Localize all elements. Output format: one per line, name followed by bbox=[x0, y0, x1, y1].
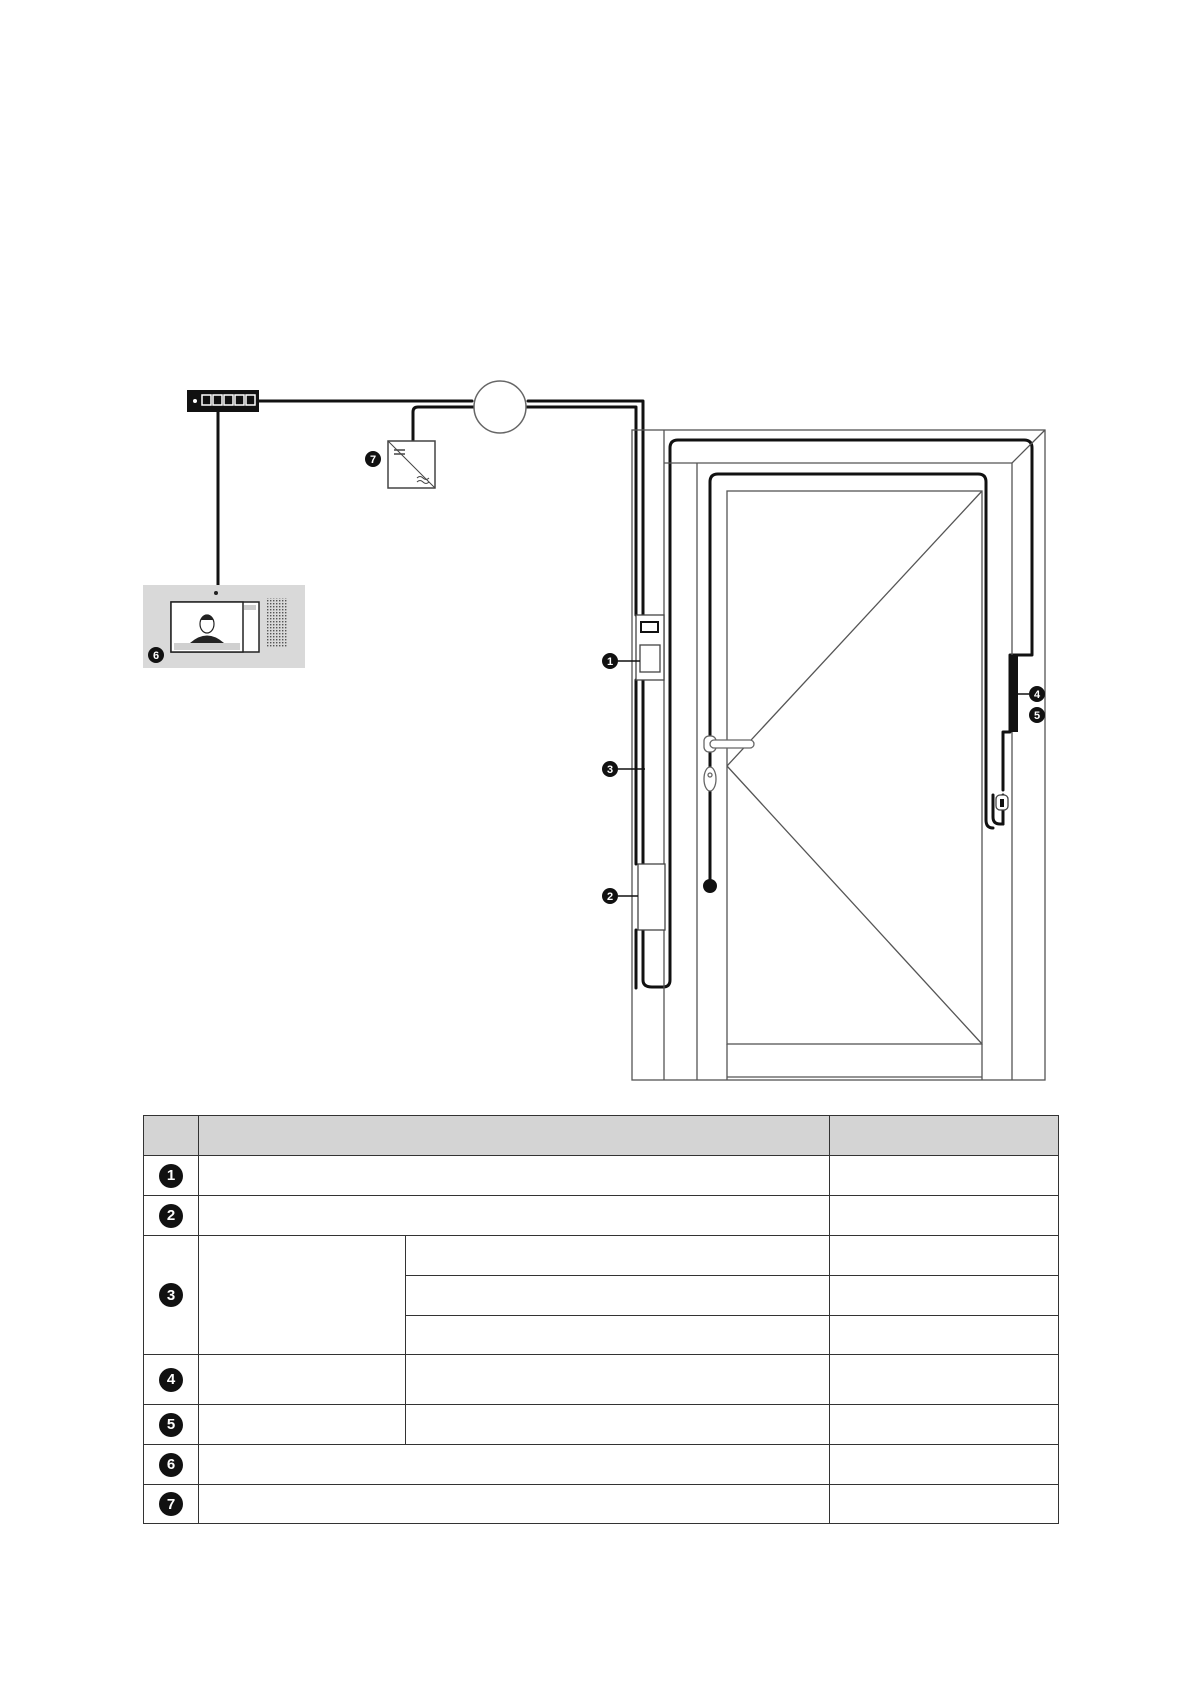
article-cell bbox=[830, 1445, 1059, 1485]
article-cell bbox=[830, 1236, 1059, 1276]
description-cell bbox=[199, 1485, 830, 1524]
magnet-contact-icon bbox=[1010, 655, 1018, 732]
legend-row-1 bbox=[144, 1156, 1059, 1196]
svg-text:3: 3 bbox=[606, 764, 614, 776]
indoor-station-icon bbox=[143, 585, 305, 668]
reader-module-icon bbox=[636, 615, 664, 680]
legend-row-4 bbox=[144, 1355, 1059, 1405]
legend-row-5 bbox=[144, 1405, 1059, 1445]
svg-text:4: 4 bbox=[1033, 689, 1041, 701]
person-icon bbox=[174, 605, 240, 643]
number-badge: 5 bbox=[159, 1413, 183, 1437]
number-badge: 7 bbox=[159, 1492, 183, 1516]
sensor-icon bbox=[996, 795, 1008, 810]
cable-end-icon bbox=[703, 879, 717, 893]
description-cell bbox=[199, 1445, 830, 1485]
article-cell bbox=[830, 1485, 1059, 1524]
article-cell bbox=[830, 1355, 1059, 1405]
header-cell-article bbox=[830, 1116, 1059, 1156]
callout-4 bbox=[1018, 686, 1045, 702]
callout-6 bbox=[148, 647, 164, 663]
callout-1 bbox=[602, 653, 640, 669]
cabling bbox=[218, 401, 1032, 988]
subdescription-cell bbox=[406, 1276, 830, 1316]
svg-text:7: 7 bbox=[369, 454, 377, 466]
header-cell-number bbox=[144, 1116, 199, 1156]
lock-module-icon bbox=[638, 864, 665, 930]
door-icon bbox=[632, 430, 1045, 1080]
door-handle-icon bbox=[704, 736, 754, 752]
svg-text:5: 5 bbox=[1033, 710, 1041, 722]
description-cell bbox=[199, 1355, 406, 1405]
header-cell-description bbox=[199, 1116, 830, 1156]
legend-header-row bbox=[144, 1116, 1059, 1156]
number-badge: 6 bbox=[159, 1453, 183, 1477]
svg-text:2: 2 bbox=[606, 891, 614, 903]
junction-box-icon bbox=[474, 381, 526, 433]
legend-row-6 bbox=[144, 1445, 1059, 1485]
subdescription-cell bbox=[406, 1405, 830, 1445]
svg-text:1: 1 bbox=[606, 656, 614, 668]
callout-5 bbox=[1029, 707, 1045, 723]
article-cell bbox=[830, 1276, 1059, 1316]
legend-row-7 bbox=[144, 1485, 1059, 1524]
article-cell bbox=[830, 1316, 1059, 1355]
description-cell bbox=[199, 1196, 830, 1236]
number-badge: 4 bbox=[159, 1368, 183, 1392]
subdescription-cell bbox=[406, 1355, 830, 1405]
description-cell bbox=[199, 1236, 406, 1355]
svg-text:6: 6 bbox=[152, 650, 160, 662]
callout-7 bbox=[365, 451, 381, 467]
article-cell bbox=[830, 1156, 1059, 1196]
number-badge: 3 bbox=[159, 1283, 183, 1307]
description-cell bbox=[199, 1405, 406, 1445]
subdescription-cell bbox=[406, 1316, 830, 1355]
network-switch-icon bbox=[187, 390, 259, 412]
number-badge: 1 bbox=[159, 1164, 183, 1188]
legend-row-3 bbox=[144, 1236, 1059, 1276]
lock-cylinder-icon bbox=[704, 767, 716, 791]
subdescription-cell bbox=[406, 1236, 830, 1276]
power-supply-icon bbox=[388, 441, 435, 488]
number-badge: 2 bbox=[159, 1204, 183, 1228]
callout-3 bbox=[602, 761, 645, 777]
article-cell bbox=[830, 1405, 1059, 1445]
article-cell bbox=[830, 1196, 1059, 1236]
legend-row-2 bbox=[144, 1196, 1059, 1236]
description-cell bbox=[199, 1156, 830, 1196]
legend-table bbox=[143, 1115, 1059, 1524]
